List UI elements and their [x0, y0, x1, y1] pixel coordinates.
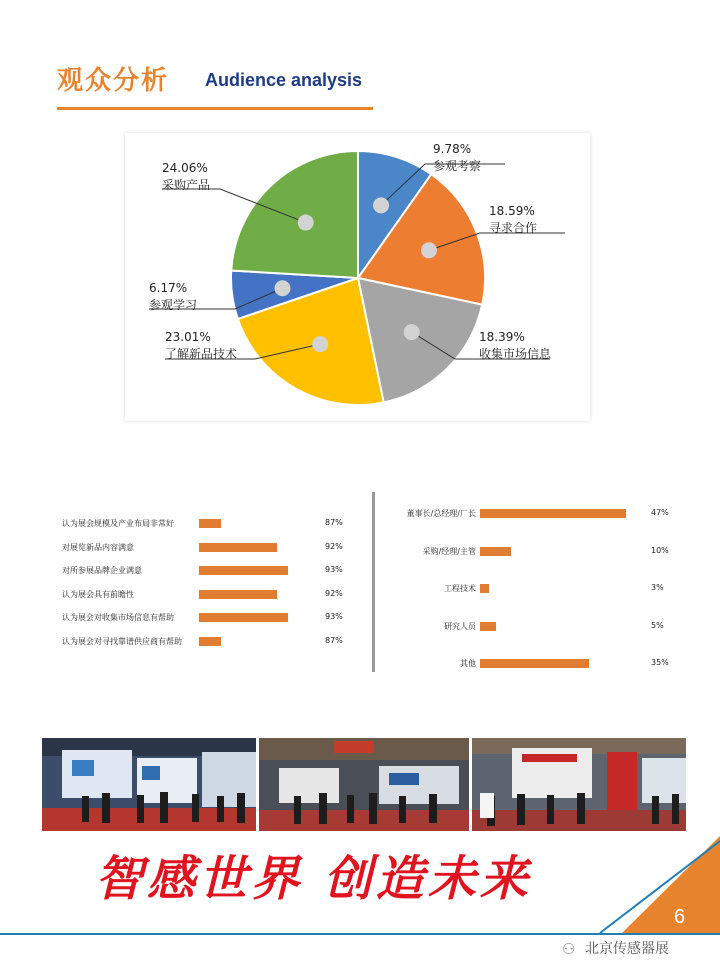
slogan: 智感世界 创造未来: [95, 851, 532, 907]
bar-value-label: 87%: [325, 635, 343, 645]
pie-percent-label: 18.59%: [489, 204, 535, 218]
bar: [199, 566, 288, 575]
bar-value-label: 93%: [325, 565, 343, 574]
bar-category-label: 研究人员: [444, 621, 476, 631]
bar-category-label: 对所参展品牌企业满意: [62, 566, 142, 575]
page-title-en: Audience analysis: [205, 70, 363, 90]
bar-category-label: 认为展会对收集市场信息有帮助: [62, 613, 174, 622]
pie-marker: [373, 197, 389, 213]
pie-category-label: 了解新品技术: [165, 347, 238, 361]
page-title-cn: 观众分析: [57, 66, 170, 96]
bar: [480, 659, 589, 668]
bar-category-label: 认为展会规模及产业布局非常好: [62, 519, 174, 528]
bar-value-label: 47%: [651, 508, 669, 517]
pie-category-label: 参观学习: [149, 298, 198, 312]
pie-percent-label: 6.17%: [149, 281, 188, 295]
pie-marker: [298, 215, 314, 231]
bar-value-label: 92%: [325, 541, 343, 551]
bar-category-label: 认为展会具有前瞻性: [62, 589, 134, 599]
bar: [480, 584, 489, 593]
pie-marker: [312, 336, 328, 352]
bar-category-label: 工程技术: [444, 584, 476, 593]
bar: [199, 613, 288, 622]
pie-category-label: 寻求合作: [489, 221, 538, 235]
bar-category-label: 董事长/总经理/厂长: [406, 509, 476, 518]
bar-category-label: 采购/经理/主管: [422, 546, 476, 556]
bar: [480, 622, 496, 631]
bar-category-label: 认为展会对寻找靠谱供应商有帮助: [62, 636, 182, 646]
footer-line: [0, 933, 720, 935]
bar-value-label: 3%: [651, 583, 664, 592]
bar: [199, 590, 277, 599]
pie-marker: [404, 324, 420, 340]
bar-value-label: 92%: [325, 588, 343, 598]
pie-marker: [421, 242, 437, 258]
pie-category-label: 参观考察: [433, 159, 482, 173]
pie-marker: [274, 280, 290, 296]
bar-value-label: 35%: [651, 658, 669, 667]
pie-category-label: 采购产品: [162, 178, 211, 192]
pie-percent-label: 24.06%: [162, 161, 208, 175]
pie-percent-label: 18.39%: [479, 330, 525, 344]
bar: [480, 509, 626, 518]
bar: [480, 547, 511, 556]
exhibition-photo-1: [42, 738, 256, 831]
bar-category-label: 其他: [460, 659, 476, 668]
corner-decoration: [560, 836, 720, 936]
title-underline: [57, 107, 373, 110]
exhibition-photo-3: [472, 738, 686, 831]
pie-slice: [231, 151, 358, 278]
page-number: 6: [674, 906, 686, 928]
bar-category-label: 对展览新品内容满意: [62, 542, 134, 552]
bar-value-label: 5%: [651, 620, 664, 630]
chart-divider: [372, 492, 375, 672]
bar-value-label: 10%: [651, 545, 669, 555]
pie-percent-label: 23.01%: [165, 330, 211, 344]
pie-category-label: 收集市场信息: [479, 347, 552, 361]
pie-percent-label: 9.78%: [433, 142, 472, 156]
pie-chart: [125, 133, 590, 421]
wechat-account-name: 北京传感器展: [585, 941, 669, 957]
bar: [199, 543, 277, 552]
bar-value-label: 87%: [325, 518, 343, 527]
wechat-icon: ⚇: [562, 940, 576, 958]
bar-value-label: 93%: [325, 612, 343, 621]
exhibition-photo-2: [259, 738, 469, 831]
bar: [199, 637, 221, 646]
bar: [199, 519, 221, 528]
